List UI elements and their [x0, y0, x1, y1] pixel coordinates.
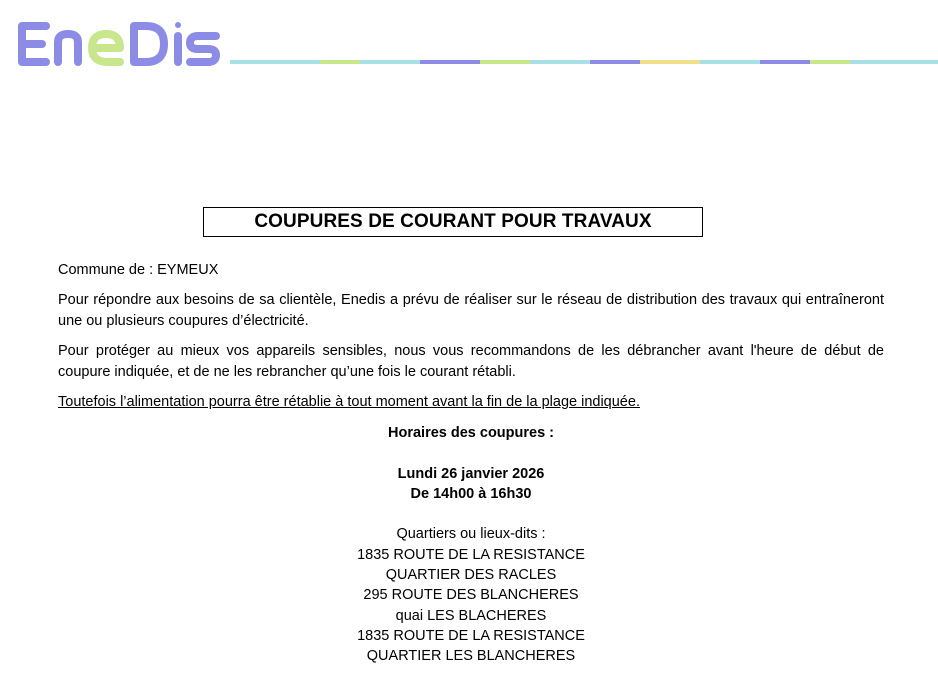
warning-period: . — [635, 394, 640, 410]
location-item: QUARTIER LES BLANCHERES — [366, 648, 576, 665]
decorative-color-band — [230, 60, 938, 64]
outage-date: Lundi 26 janvier 2026 — [397, 465, 545, 482]
commune-line: Commune de : EYMEUX — [58, 262, 219, 278]
warning-text: Toutefois l’alimentation pourra être rétablie à tout moment avant la fin de la plage indiquée — [58, 394, 636, 410]
enedis-logo — [12, 14, 224, 70]
outage-time-range: De 14h00 à 16h30 — [410, 485, 532, 502]
intro-paragraph: Pour répondre aux besoins de sa clientèle, Enedis a prévu de réaliser sur le réseau de distribution des travaux qui entraîneront une ou plusieurs coupures d’électricité. — [58, 292, 884, 329]
location-item: quai LES BLACHERES — [395, 607, 547, 624]
schedule-block — [58, 423, 884, 667]
location-item: 1835 ROUTE DE LA RESISTANCE — [357, 627, 585, 644]
locations-heading: Quartiers ou lieux-dits : — [396, 526, 546, 543]
advice-paragraph: Pour protéger au mieux vos appareils sensibles, nous vous recommandons de les débrancher avant l'heure de début de coupure indiquée, et de ne les rebrancher qu’une fois le courant rétabli. — [58, 343, 884, 380]
notice-title: COUPURES DE COURANT POUR TRAVAUX — [203, 207, 703, 237]
warning-paragraph — [58, 392, 884, 413]
location-item: QUARTIER DES RACLES — [385, 567, 557, 584]
location-item: 295 ROUTE DES BLANCHERES — [363, 587, 579, 604]
schedule-heading: Horaires des coupures : — [388, 425, 554, 441]
location-item: 1835 ROUTE DE LA RESISTANCE — [357, 546, 585, 563]
